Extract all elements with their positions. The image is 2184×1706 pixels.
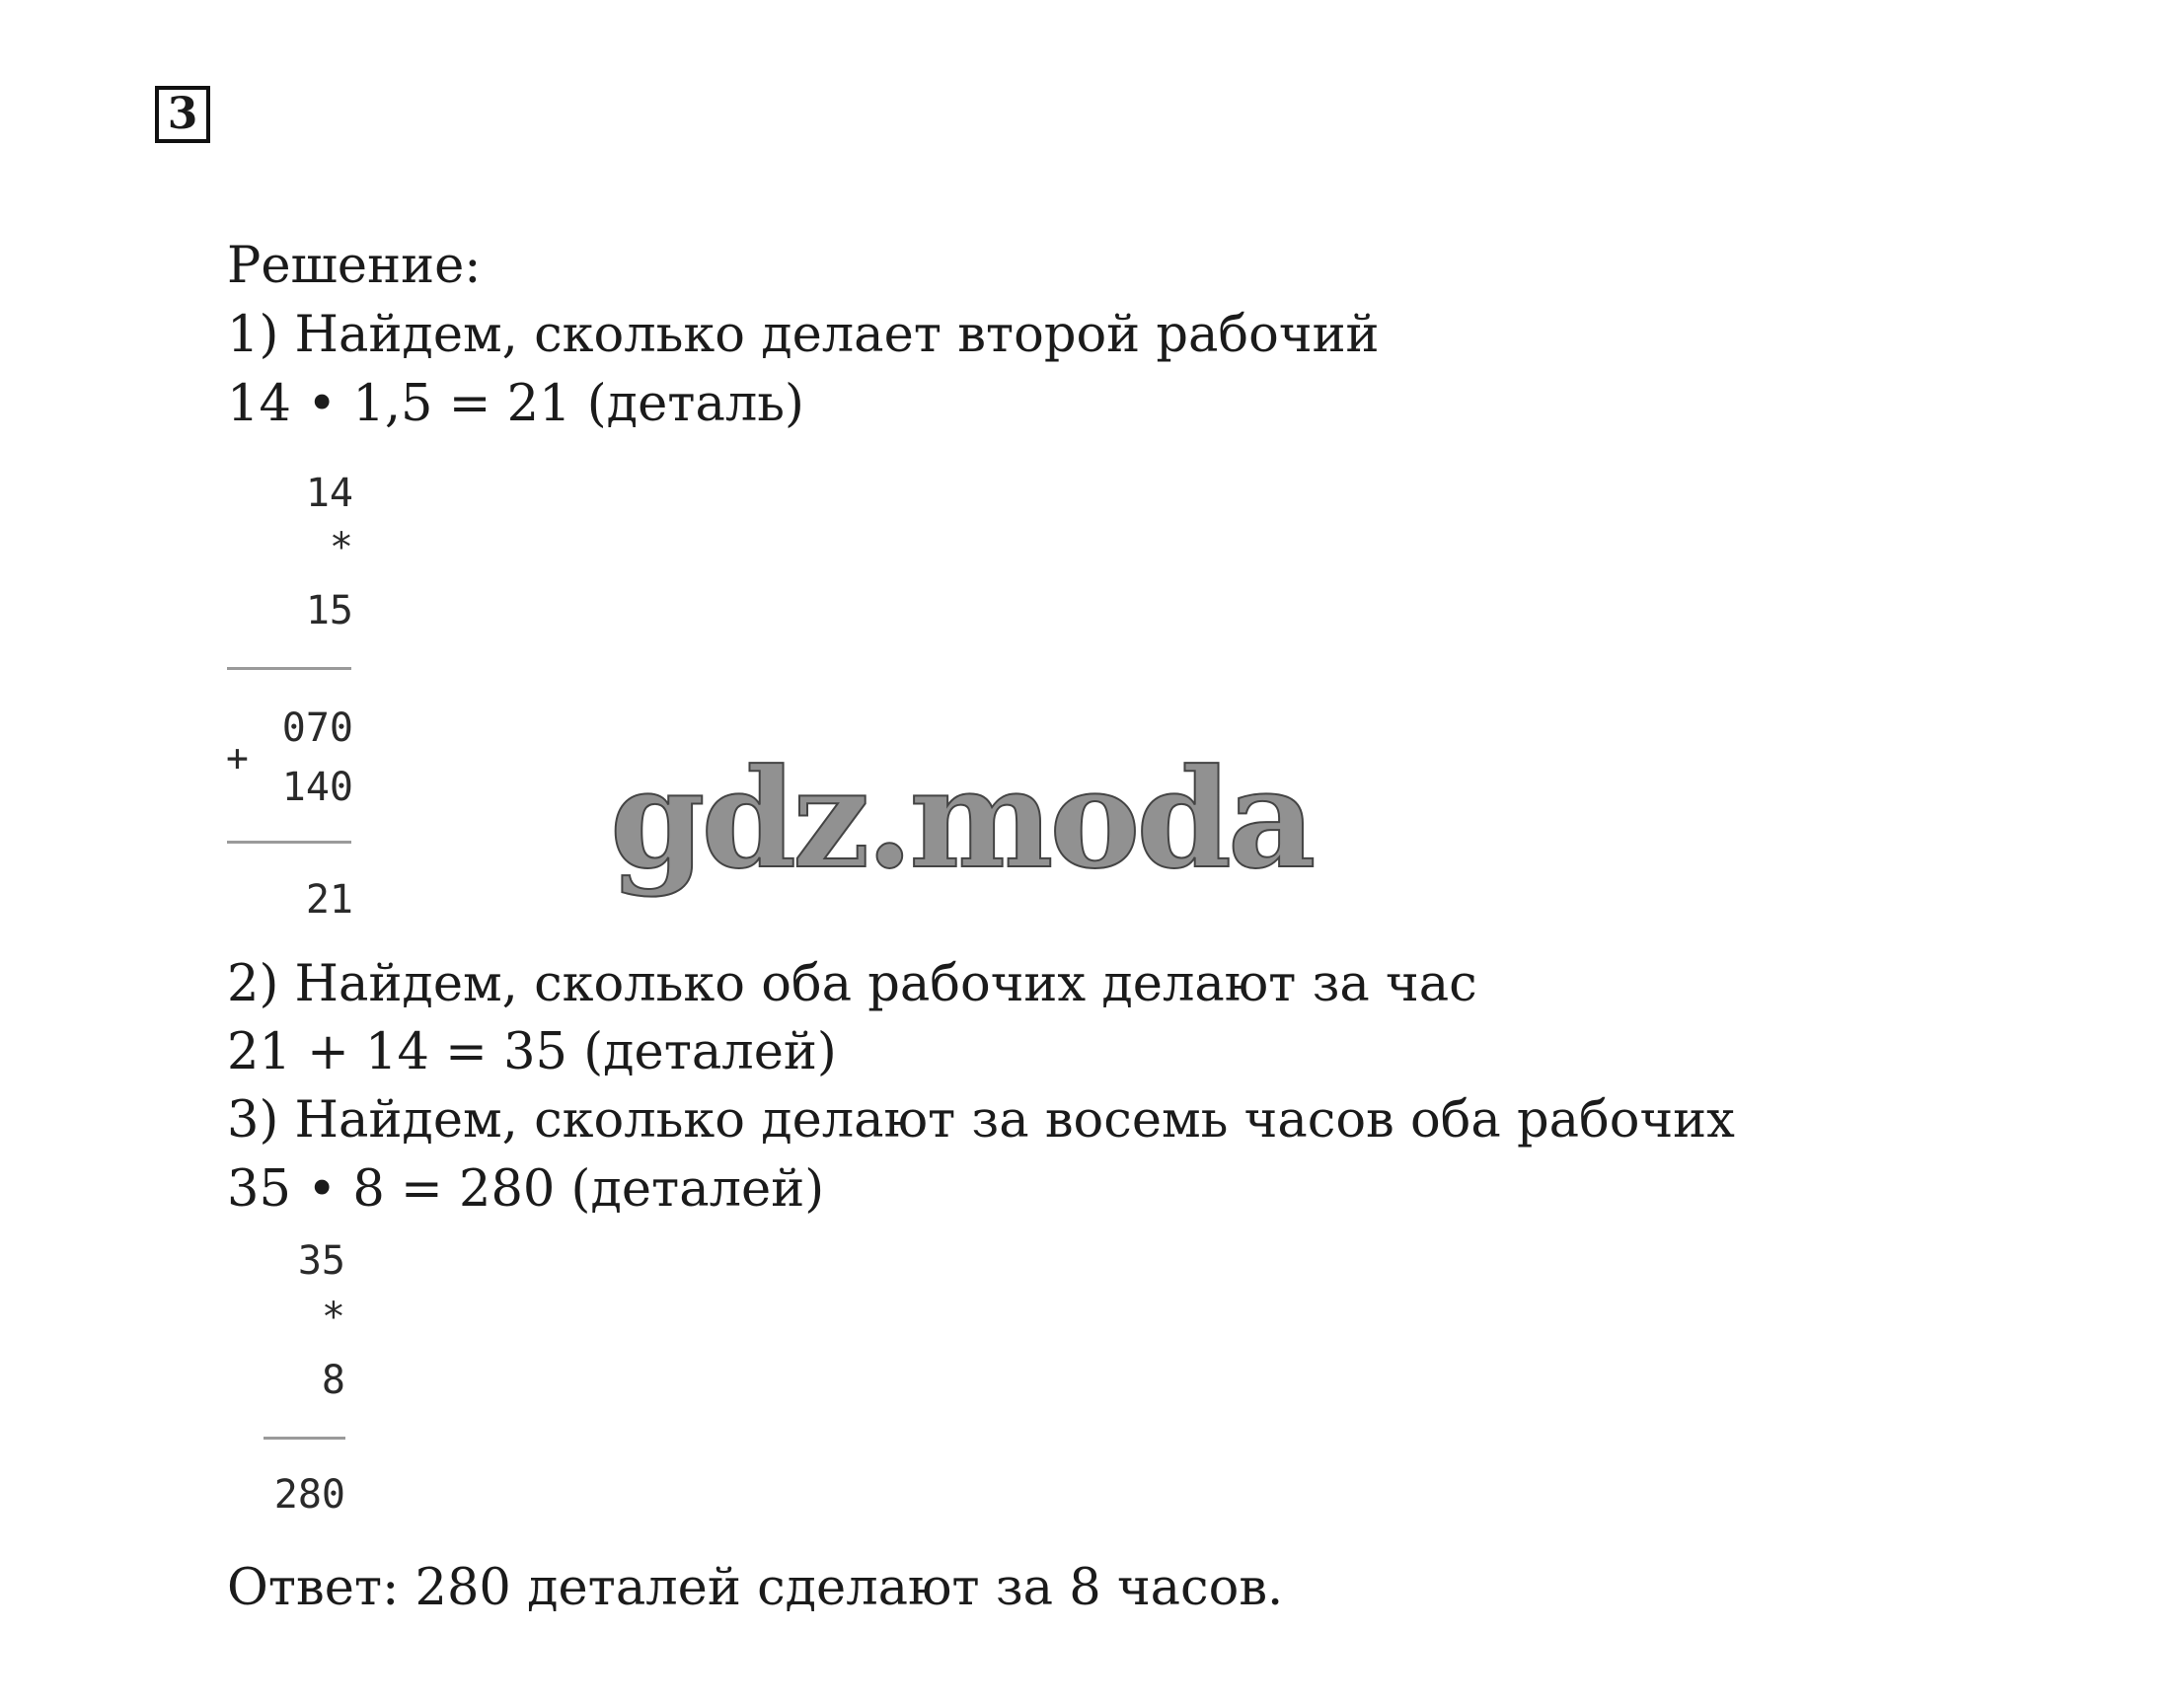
calc1-partial-1: 070 — [281, 705, 353, 751]
calc1-multiplier: 15 — [305, 588, 353, 633]
calc1-partial-2: 140 — [281, 765, 353, 810]
task-number-badge: 3 — [155, 86, 210, 143]
calc2-result: 280 — [273, 1472, 345, 1518]
calc1-rule-2 — [227, 841, 351, 844]
step-1-text: 1) Найдем, сколько делает второй рабочий — [227, 306, 1380, 364]
calc2-multiplier: 8 — [321, 1358, 345, 1403]
calc1-result: 21 — [305, 877, 353, 923]
calc2-rule — [264, 1437, 345, 1440]
solution-heading: Решение: — [227, 237, 482, 295]
equation-2: 21 + 14 = 35 (деталей) — [227, 1023, 837, 1081]
calc1-rule-1 — [227, 667, 351, 670]
calc1-plus-sign: + — [226, 736, 249, 779]
equation-3: 35 • 8 = 280 (деталей) — [227, 1160, 825, 1219]
calc2-multiplicand: 35 — [297, 1238, 345, 1284]
calc1-operator: * — [329, 525, 353, 570]
step-3-text: 3) Найдем, сколько делают за восемь часов оба рабочих — [227, 1091, 1735, 1150]
answer-text: Ответ: 280 деталей сделают за 8 часов. — [227, 1559, 1284, 1617]
watermark-logo: gdz.moda — [610, 738, 1313, 899]
step-2-text: 2) Найдем, сколько оба рабочих делают за час — [227, 955, 1477, 1013]
calc2-operator: * — [321, 1295, 345, 1340]
calc1-multiplicand: 14 — [305, 471, 353, 516]
equation-1: 14 • 1,5 = 21 (деталь) — [227, 375, 804, 433]
